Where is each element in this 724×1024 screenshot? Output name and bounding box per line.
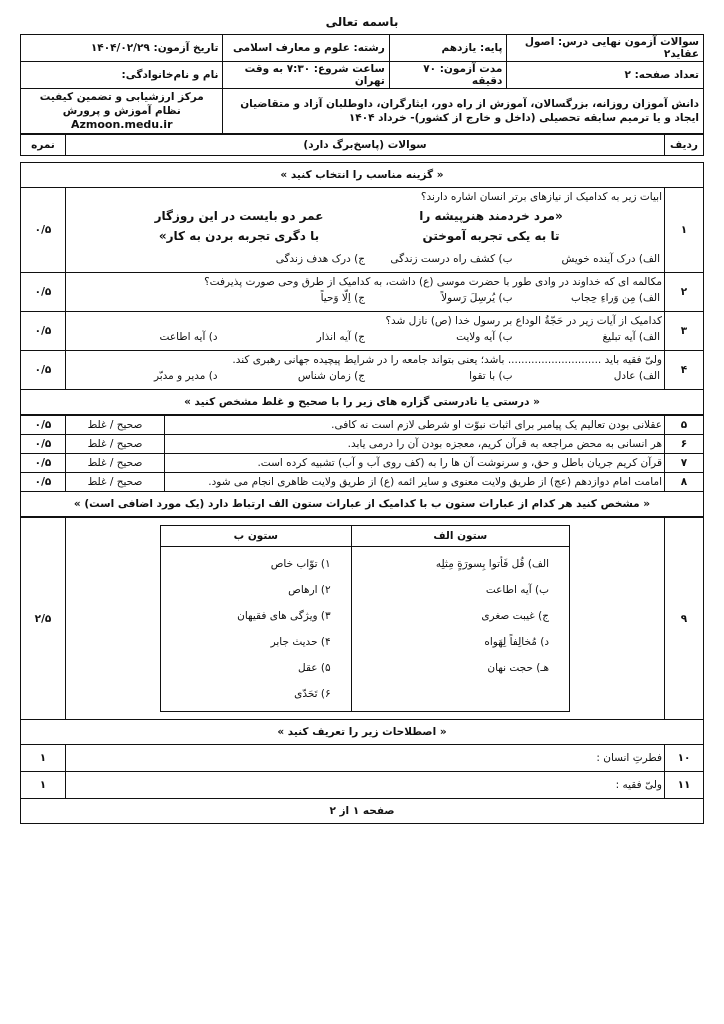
option-c[interactable]: ج) اِلّا وَحیاً	[320, 292, 365, 304]
column-b-item: ۳) ویژگی های فقیهان	[237, 610, 331, 622]
exam-date: تاریخ آزمون: ۱۴۰۴/۰۲/۲۹	[21, 35, 223, 62]
exam-page	[20, 10, 704, 824]
option-c[interactable]: ج) آیه انذار	[316, 331, 365, 343]
questions-table	[20, 134, 704, 415]
option-d[interactable]: د) مدیر و مدبّر	[153, 370, 218, 382]
column-a-item: د) مُخالِفاً لِهَواه	[484, 636, 549, 648]
participants: دانش آموزان روزانه، بزرگسالان، آموزش از راه دور، ایثارگران، داوطلبان آزاد و متقاضیان ایجاد و یا ترمیم سابقه تحصیلی (داخل و خارج از کشور)- خرداد ۱۴۰۴	[223, 89, 704, 134]
true-false-table	[20, 415, 704, 517]
true-false-choice[interactable]: صحیح / غلط	[66, 454, 165, 473]
grade: پایه: یازدهم	[389, 35, 507, 62]
exam-title: سوالات آزمون نهایی درس: اصول عقاید۲	[507, 35, 704, 62]
poem: «مرد خردمند هنرپیشه را عمر دو بایست در این روزگار تا به یکی تجربه آموختن با دگری تجربه بردن به کار»	[154, 209, 563, 243]
column-b-item: ۱) توّاب خاص	[270, 558, 331, 570]
page-footer: صفحه ۱ از ۲	[21, 799, 704, 824]
question-text: ولیّ فقیه باید ............................ باشد؛ یعنی بتواند جامعه را در شرایط پیچیده جهانی رهبری کند.	[232, 354, 662, 366]
section-definitions: « اصطلاحات زیر را تعریف کنید »	[21, 720, 704, 745]
column-b-item: ۶) تَحَدّی	[294, 688, 331, 700]
question-2: ۲ مکالمه ای که خداوند در وادی طور با حضرت موسی (ع) داشت، به کدامیک از طرق وحی صورت پذیرفت؟ الف) مِن وَراءِ حِجاب ب) یُرسِلَ رَسولاً ج) اِلّا وَحیاً ۰/۵	[21, 273, 704, 312]
question-10: ۱۰ فطرتِ انسان : ۱	[21, 745, 704, 772]
question-3: ۳ کدامیک از آیات زیر در حَجّةُ الوداع بر رسول خدا (ص) نازل شد؟ الف) آیه تبلیغ ب) آیه ولایت ج) آیه انذار د) آیه اطاعت ۰/۵	[21, 312, 704, 351]
question-9: ۹ ستون الف ستون ب الف) قُل فَأتوا بِسورَةٍ مِثلِه ب) آیه اطاعت ج) غیبت صغری د) مُخالِفاً لِهَواه هـ) حجت نهان ۱) توّاب خاص ۲) ارهاص ۳) ویژگی های فقیهان ۴) حدیث جابر ۵) عقل ۶) تَحَدّی ۲/۵	[21, 518, 704, 720]
column-b-title: ستون ب	[161, 526, 352, 547]
page-count: تعداد صفحه: ۲	[507, 62, 704, 89]
page-heading: باسمه تعالی	[325, 15, 399, 29]
center-name: مرکز ارزشیابی و تضمین کیفیت نظام آموزش و پرورش	[39, 91, 204, 117]
column-a-item: ب) آیه اطاعت	[485, 584, 549, 596]
option-b[interactable]: ب) آیه ولایت	[456, 331, 513, 343]
question-text: کدامیک از آیات زیر در حَجّةُ الوداع بر رسول خدا (ص) نازل شد؟	[385, 315, 662, 327]
option-c[interactable]: ج) زمان شناس	[297, 370, 365, 382]
column-a-item: ج) غیبت صغری	[481, 610, 549, 622]
name-field[interactable]: نام و نام‌خانوادگی:	[21, 62, 223, 89]
column-a-item: الف) قُل فَأتوا بِسورَةٍ مِثلِه	[435, 558, 549, 570]
question-11: ۱۱ ولیّ فقیه : ۱	[21, 772, 704, 799]
column-a-title: ستون الف	[351, 526, 569, 547]
column-a-list	[372, 551, 549, 681]
option-c[interactable]: ج) درک هدف زندگی	[275, 253, 365, 265]
column-b-item: ۴) حدیث جابر	[270, 636, 331, 648]
option-a[interactable]: الف) عادل	[613, 370, 660, 382]
website: Azmoon.medu.ir	[70, 118, 173, 131]
question-4: ۴ ولیّ فقیه باید ............................ باشد؛ یعنی بتواند جامعه را در شرایط پیچیده جهانی رهبری کند. الف) عادل ب) با تقوا ج) زمان شناس د) مدیر و مدبّر ۰/۵	[21, 351, 704, 390]
duration: مدت آزمون: ۷۰ دقیقه	[389, 62, 507, 89]
question-6: ۶ هر انسانی به محض مراجعه به قرآن کریم، معجزه بودن آن را درمی یابد. صحیح / غلط ۰/۵	[21, 435, 704, 454]
question-text: مکالمه ای که خداوند در وادی طور با حضرت موسی (ع) داشت، به کدامیک از طرق وحی صورت پذیرفت؟	[204, 276, 662, 288]
option-d[interactable]	[70, 292, 218, 304]
start-time: ساعت شروع: ۷:۳۰ به وقت تهران	[223, 62, 389, 89]
option-a[interactable]: الف) مِن وَراءِ حِجاب	[570, 292, 660, 304]
option-a[interactable]: الف) درک آینده خویش	[561, 253, 660, 265]
true-false-choice[interactable]: صحیح / غلط	[66, 473, 165, 492]
column-b-list	[181, 551, 331, 707]
center-info	[21, 89, 223, 134]
exam-header	[20, 34, 704, 134]
question-text: ابیات زیر به کدامیک از نیازهای برتر انسان اشاره دارند؟	[420, 191, 662, 203]
question-7: ۷ قرآن کریم جریان باطل و حق، و سرنوشت آن ها را به (کف روی آب و آب) تشبیه کرده است. صحیح / غلط ۰/۵	[21, 454, 704, 473]
option-b[interactable]: ب) یُرسِلَ رَسولاً	[441, 292, 513, 304]
column-a-item: هـ) حجت نهان	[487, 662, 549, 674]
question-8: ۸ امامت امام دوازدهم (عج) از طریق ولایت معنوی و سایر ائمه (ع) از طریق ولایت ظاهری انجام می شود. صحیح / غلط ۰/۵	[21, 473, 704, 492]
true-false-choice[interactable]: صحیح / غلط	[66, 416, 165, 435]
field: رشته: علوم و معارف اسلامی	[223, 35, 389, 62]
column-b-item: ۵) عقل	[298, 662, 331, 674]
option-b[interactable]: ب) با تقوا	[469, 370, 513, 382]
matching-table	[20, 517, 704, 824]
option-b[interactable]: ب) کشف راه درست زندگی	[390, 253, 513, 265]
section-matching: « مشخص کنید هر کدام از عبارات ستون ب با کدامیک از عبارات ستون الف ارتباط دارد (یک مورد اضافی است) »	[21, 492, 704, 517]
row-label: ردیف	[665, 135, 704, 156]
question-5: ۵ عقلانی بودن تعالیم یک پیامبر برای اثبات نبوّت او شرطی لازم است نه کافی. صحیح / غلط ۰/۵	[21, 416, 704, 435]
score-label: نمره	[21, 135, 66, 156]
questions-label: سوالات (پاسخ‌برگ دارد)	[66, 135, 665, 156]
question-1: ۱ ابیات زیر به کدامیک از نیازهای برتر انسان اشاره دارند؟ «مرد خردمند هنرپیشه را عمر دو بایست در این روزگار تا به یکی تجربه آموختن با دگری تجربه بردن به کار» الف) درک آینده خویش ب) کشف راه درست زندگی ج) درک هدف زندگی ۰/۵	[21, 188, 704, 273]
section-true-false: « درستی یا نادرستی گزاره های زیر را با صحیح و غلط مشخص کنید »	[21, 390, 704, 415]
option-a[interactable]: الف) آیه تبلیغ	[602, 331, 660, 343]
option-d[interactable]: د) آیه اطاعت	[159, 331, 218, 343]
column-b-item: ۲) ارهاص	[288, 584, 331, 596]
true-false-choice[interactable]: صحیح / غلط	[66, 435, 165, 454]
section-choose: « گزینه مناسب را انتخاب کنید »	[21, 163, 704, 188]
option-d[interactable]	[70, 253, 218, 265]
matching-columns	[160, 525, 570, 712]
